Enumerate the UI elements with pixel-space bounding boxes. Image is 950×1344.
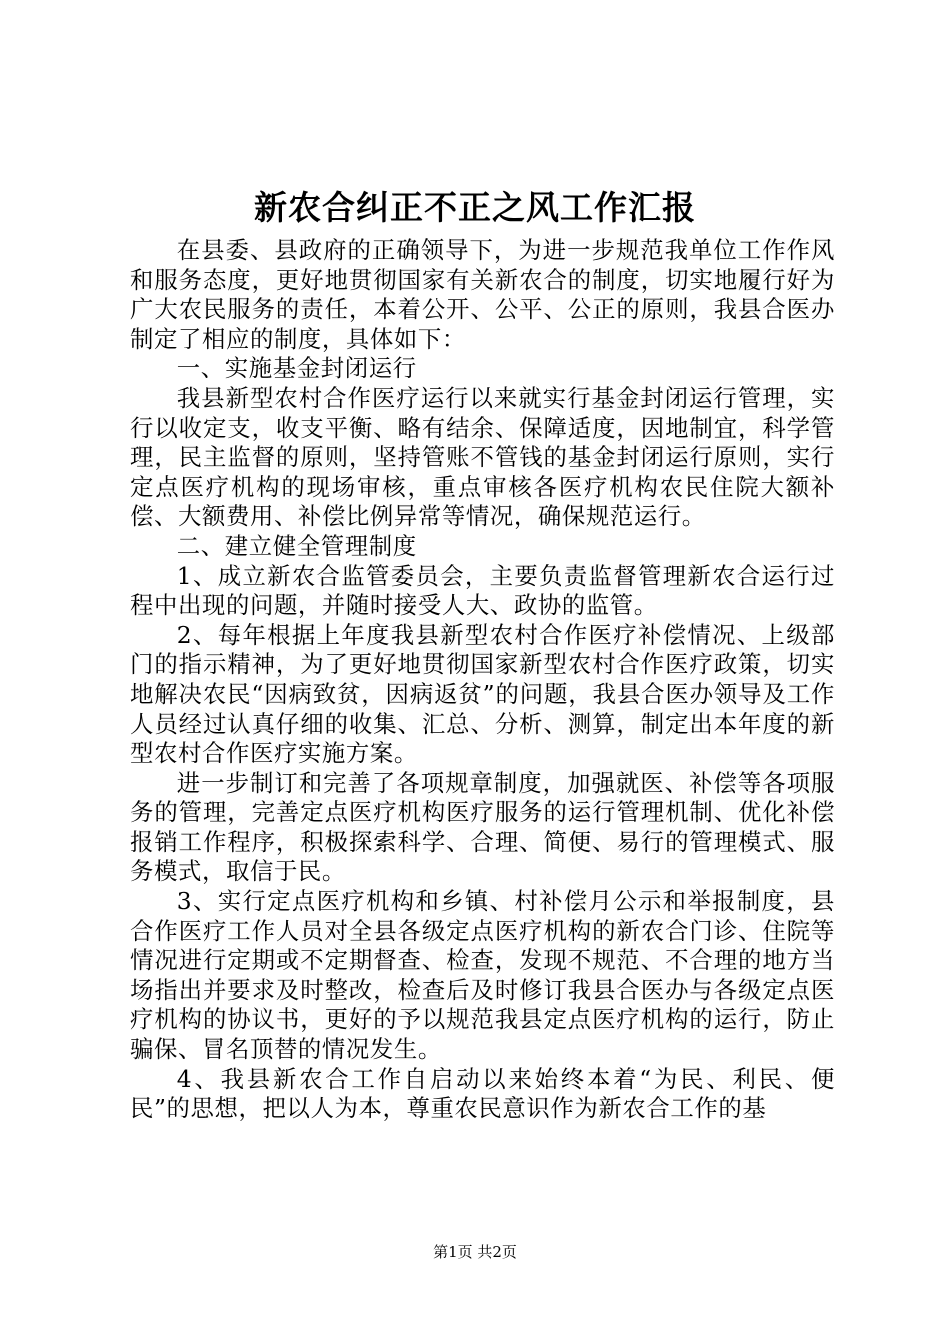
section-heading-2: 二、建立健全管理制度 (176, 531, 417, 560)
paragraph-rules-improvement: 进一步制订和完善了各项规章制度，加强就医、补偿等各项服务的管理，完善定点医疗机构医疗服务的运行管理机制、优化补偿报销工作程序，积极探索科学、合理、简便、易行的管理模式、服务模式，取信于民。 (130, 768, 835, 886)
page-number-footer: 第1页 共2页 (433, 1243, 517, 1261)
paragraph-fund-closed-operation: 我县新型农村合作医疗运行以来就实行基金封闭运行管理，实行以收定支，收支平衡、略有结余、保障适度，因地制宜，科学管理，民主监督的原则，坚持管账不管钱的基金封闭运行原则，实行定点医疗机构的现场审核，重点审核各医疗机构农民住院大额补偿、大额费用、补偿比例异常等情况，确保规范运行。 (130, 383, 835, 531)
document-body (130, 236, 835, 1124)
section-heading-1: 一、实施基金封闭运行 (176, 354, 417, 383)
paragraph-item-3: 3、实行定点医疗机构和乡镇、村补偿月公示和举报制度，县合作医疗工作人员对全县各级定点医疗机构的新农合门诊、住院等情况进行定期或不定期督查、检查，发现不规范、不合理的地方当场指出并要求及时整改，检查后及时修订我县合医办与各级定点医疗机构的协议书，更好的予以规范我县定点医疗机构的运行，防止骗保、冒名顶替的情况发生。 (130, 887, 835, 1064)
paragraph-item-2: 2、每年根据上年度我县新型农村合作医疗补偿情况、上级部门的指示精神，为了更好地贯彻国家新型农村合作医疗政策，切实地解决农民“因病致贫，因病返贫”的问题，我县合医办领导及工作人员经过认真仔细的收集、汇总、分析、测算，制定出本年度的新型农村合作医疗实施方案。 (130, 620, 835, 768)
document-title: 新农合纠正不正之风工作汇报 (254, 188, 696, 227)
paragraph-item-1: 1、成立新农合监管委员会，主要负责监督管理新农合运行过程中出现的问题，并随时接受人大、政协的监管。 (130, 561, 835, 620)
paragraph-item-4: 4、我县新农合工作自启动以来始终本着“为民、利民、便民”的思想，把以人为本，尊重农民意识作为新农合工作的基 (130, 1064, 835, 1123)
paragraph-intro: 在县委、县政府的正确领导下，为进一步规范我单位工作作风和服务态度，更好地贯彻国家有关新农合的制度，切实地履行好为广大农民服务的责任，本着公开、公平、公正的原则，我县合医办制定了相应的制度，具体如下： (130, 236, 835, 353)
